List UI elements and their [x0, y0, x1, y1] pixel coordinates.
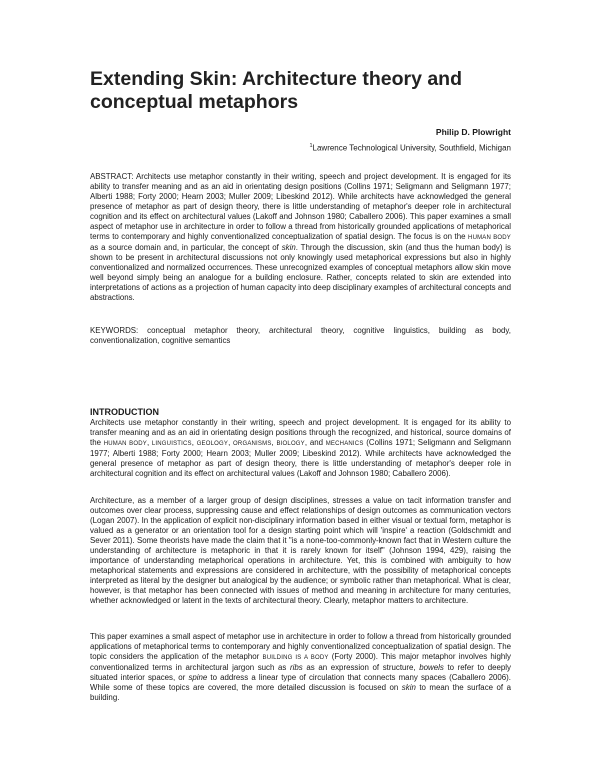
abstract-label: ABSTRACT: — [90, 172, 134, 181]
introduction-paragraph-3 — [90, 632, 511, 703]
abstract-paragraph — [90, 172, 511, 303]
intro-text: (Forty 2000). This major metaphor involves highly conventionalized terms in architectural jargon such as — [90, 652, 511, 672]
intro-smallcaps: GEOLOGY — [196, 441, 229, 447]
author-affiliation — [309, 143, 511, 153]
intro-emphasis: ribs — [290, 663, 303, 672]
intro-emphasis: skin — [401, 683, 416, 692]
intro-emphasis: spine — [188, 673, 208, 682]
intro-smallcaps: BIOLOGY — [276, 441, 305, 447]
intro-smallcaps: LINGUISTICS — [151, 441, 192, 447]
abstract-emphasis: skin — [281, 243, 296, 252]
intro-smallcaps: ORGANISMS — [233, 441, 272, 447]
abstract-smallcaps: HUMAN BODY — [468, 235, 511, 241]
intro-text: (Collins 1971; Seligmann and Seligmann 1977; Alberti 1988; Forty 2000; Hearn 2003; Muller 2009; Libeskind 2012). While architects have acknowledged the general presence of metaphor as part of design theory, there is little understanding of metaphor's deeper role in architectural cognition and its effect on architectural values (Lakoff and Johnson 1980; Caballero 2006). — [90, 438, 512, 478]
abstract-text: as a source domain and, in particular, the concept of — [90, 243, 282, 252]
abstract-text: . Through the discussion, skin (and thus the human body) is shown to be present in architectural discussions not only knowingly used metaphorical expressions but also in highly conventionalized and normalized occurrences. These unrecognized examples of conceptual metaphors allow skin move well beyond simply being an analogue for a building enclosure. Rather, concepts related to skin are extended into interpretations of actions as a projection of human capacity into deep disciplinary examples of architectural concepts and abstractions. — [90, 243, 512, 302]
intro-text: to mean the surface of a building. — [90, 683, 512, 702]
intro-text: , — [271, 438, 277, 447]
author-name: Philip D. Plowright — [435, 127, 511, 137]
keywords-paragraph — [90, 326, 511, 346]
intro-text: , — [228, 438, 234, 447]
intro-text: Architects use metaphor constantly in their writing, speech and project development. It is engaged for its ability to transfer meaning and as an aid in orientating design positions through the recognized, and historical, source domains of the — [90, 418, 511, 447]
introduction-paragraph-1 — [90, 418, 511, 479]
intro-text: to refer to deeply situated interior spaces, or — [90, 663, 511, 682]
section-heading-introduction: INTRODUCTION — [90, 407, 159, 417]
intro-smallcaps: BUILDING IS A BODY — [262, 655, 329, 661]
abstract-text: Architects use metaphor constantly in their writing, speech and project development. It is engaged for its ability to transfer meaning and as an aid in orientating design positions (Collins 1971; Seligmann and Seligmann 1977; Alberti 1988; Forty 2000; Hearn 2003; Muller 2009; Libeskind 2012). While architects have acknowledged the general presence of metaphor as part of design theory, there is little understanding of metaphor's deeper role in architectural cognition and its effect on architectural values (Lakoff and Johnson 1980; Caballero 2006). This paper examines a small aspect of metaphor use in architecture in order to follow a thread from historically grounded applications of metaphorical terms to contemporary and highly conventionalized conceptualization of spatial design. The focus is on the — [90, 172, 511, 241]
intro-text: , and — [304, 438, 326, 447]
intro-emphasis: bowels — [419, 663, 444, 672]
intro-text: , — [191, 438, 197, 447]
intro-smallcaps: MECHANICS — [325, 441, 364, 447]
intro-text: , — [146, 438, 152, 447]
intro-text: to address a linear type of circulation that connects many spaces (Caballero 2006). While some of these topics are covered, the more detailed discussion is focused on — [90, 673, 511, 692]
affiliation-mark: 1 — [309, 143, 313, 149]
keywords-label: KEYWORDS: — [90, 326, 139, 335]
paper-title: Extending Skin: Architecture theory and conceptual metaphors — [90, 68, 463, 113]
affiliation-text: Lawrence Technological University, Southfield, Michigan — [312, 143, 511, 153]
intro-text: as an expression of structure, — [302, 663, 420, 672]
keywords-text: conceptual metaphor theory, architectural theory, cognitive linguistics, building as body, conventionalization, cognitive semantics — [90, 326, 511, 345]
intro-text: This paper examines a small aspect of metaphor use in architecture in order to follow a thread from historically grounded applications of metaphorical terms to contemporary and highly conventionalized conceptualization of spatial design. The topic considers the application of the metaphor — [90, 632, 511, 661]
intro-smallcaps: HUMAN BODY — [103, 441, 147, 447]
introduction-paragraph-2: Architecture, as a member of a larger group of design disciplines, stresses a value on tacit information transfer and outcomes over clear process, suppressing cause and effect relationships of design outcomes as communication vectors (Logan 2007). In the application of explicit non-disciplinary information based in either visual or textual form, metaphor is valued as a generator or an orientation tool for a design starting point which will 'inspire' a reaction (Goldschmidt and Sever 2011). Some theorists have made the claim that it "is a none-too-commonly-known fact that in Western culture the understanding of architecture is metaphoric in that it is rarely known for itself" (Johnson 1994, 429), raising the importance of understanding metaphorical operations in architecture. Yet, this is combined with ambiguity to how metaphorical statements and expressions are considered in architecture, with the possibility of metaphorical concepts interpreted as literal by the designer but analogical by the audience; or symbolic rather than metaphorical. What is clear, however, is that metaphor has been connected with issues of method and meaning in architecture for many centuries, whether acknowledged or latent in the texts of architectural theory. Clearly, metaphor matters to architecture. — [90, 496, 511, 605]
